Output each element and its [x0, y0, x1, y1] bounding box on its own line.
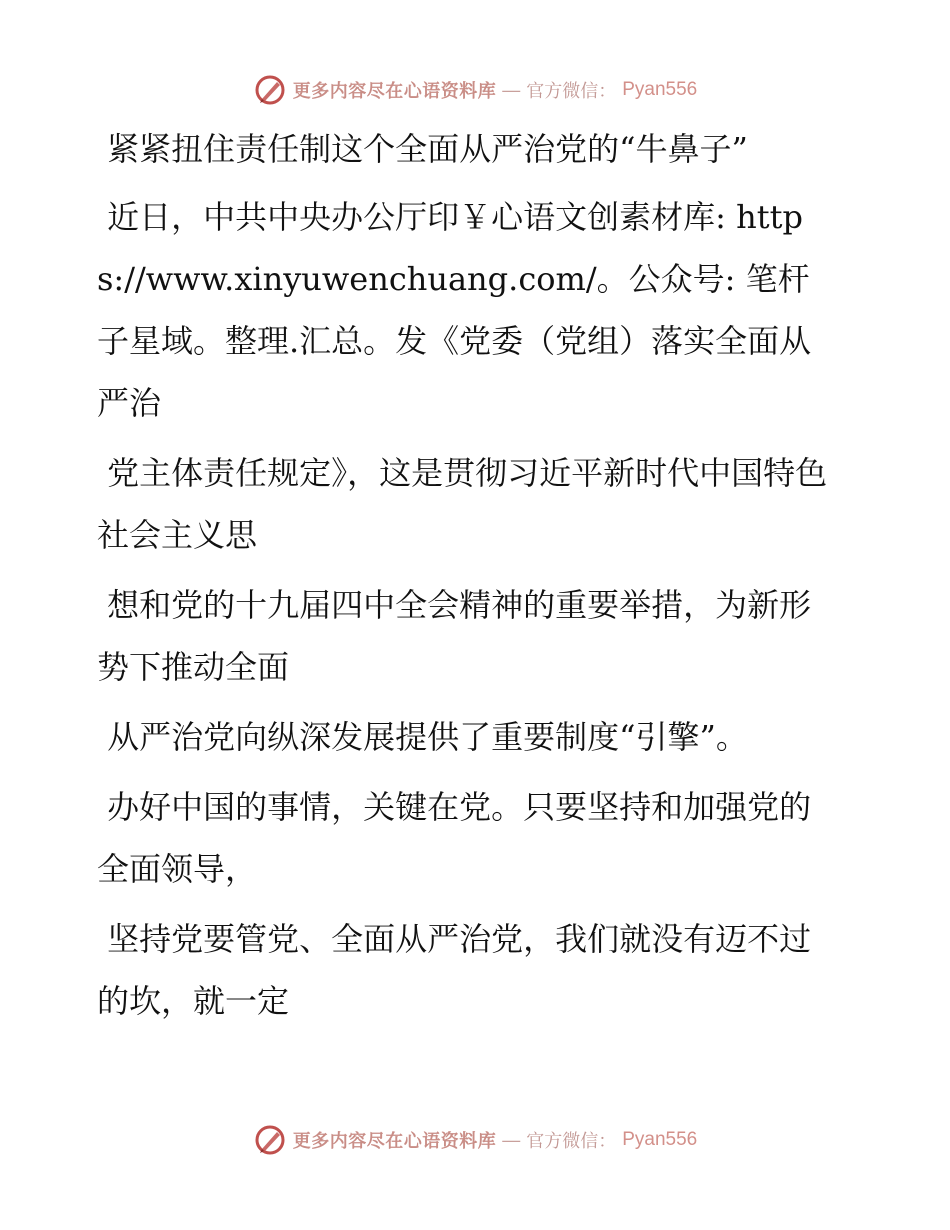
watermark-dash: — — [502, 1129, 521, 1150]
watermark-label: 官方微信： — [526, 1131, 617, 1152]
pen-logo-icon — [253, 1123, 287, 1157]
footer-watermark — [0, 1120, 950, 1160]
watermark-dash: — — [502, 79, 521, 100]
paragraph-6: 坚持党要管党、全面从严治党，我们就没有迈不过的坎，就一定 — [97, 920, 812, 1020]
paragraph-5: 办好中国的事情，关键在党。只要坚持和加强党的全面领导， — [97, 788, 812, 888]
document-body — [97, 118, 837, 1040]
paragraph-2: 党主体责任规定》，这是贯彻习近平新时代中国特色社会主义思 — [97, 454, 828, 554]
pen-logo-icon — [253, 73, 287, 107]
watermark-wechat-id: Pyan556 — [622, 79, 698, 100]
paragraph-4: 从严治党向纵深发展提供了重要制度“引擎”。 — [97, 718, 748, 756]
paragraph-3: 想和党的十九届四中全会精神的重要举措，为新形势下推动全面 — [97, 586, 812, 686]
paragraph-1: 近日，中共中央办公厅印￥心语文创素材库: https://www.xinyuwenchuang.com/。公众号: 笔杆子星域。整理.汇总。发《党委（党组）落实全面从严治 — [97, 198, 812, 422]
header-watermark — [0, 70, 950, 110]
watermark-label: 官方微信： — [526, 81, 617, 102]
watermark-wechat-id: Pyan556 — [622, 1129, 698, 1150]
document-title: 紧紧扭住责任制这个全面从严治党的“牛鼻子” — [97, 130, 748, 168]
watermark-brand: 更多内容尽在心语资料库 — [292, 1131, 497, 1152]
watermark-brand: 更多内容尽在心语资料库 — [292, 81, 497, 102]
